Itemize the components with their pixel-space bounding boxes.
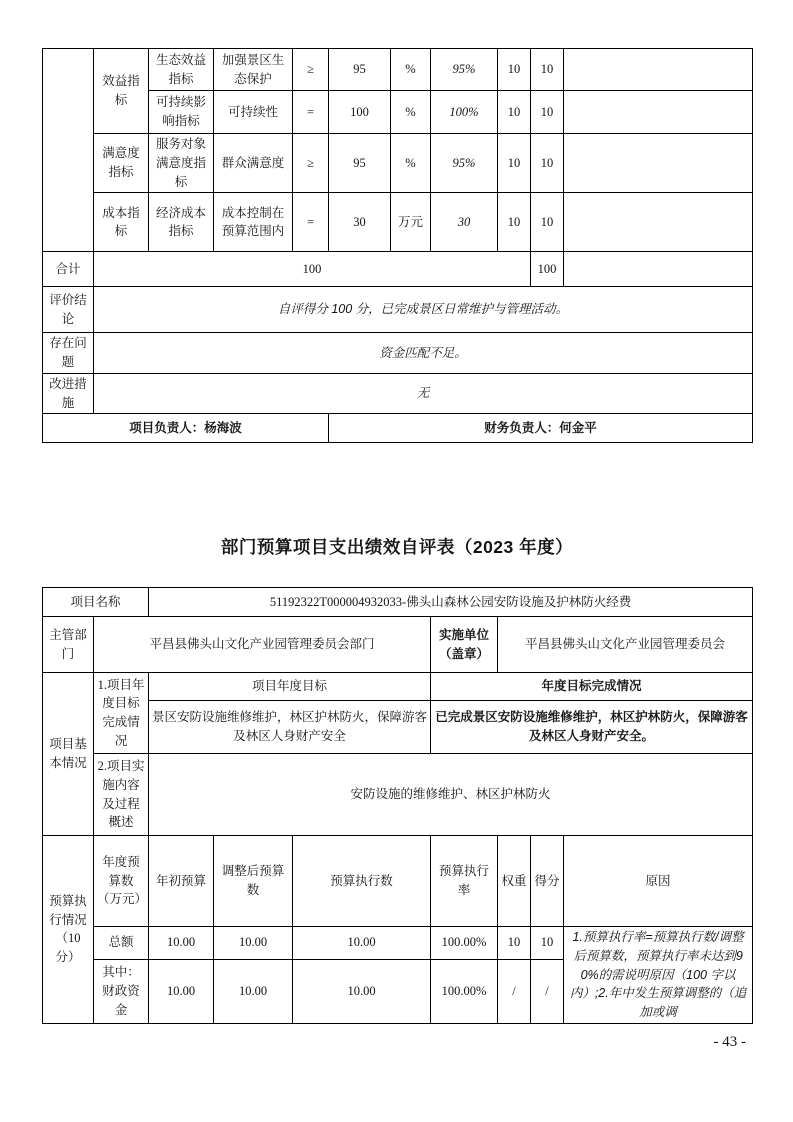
rate-value: 100.00% — [431, 927, 498, 960]
unit: % — [391, 134, 431, 193]
sub-indicator: 可持续影响指标 — [149, 91, 214, 134]
target-value: 30 — [329, 193, 391, 252]
empty-cell — [564, 252, 753, 287]
improvements-label: 改进措施 — [43, 373, 94, 414]
table-row — [43, 414, 753, 443]
impl-unit-label: 实施单位（盖章） — [431, 617, 498, 673]
problems-text: 资金匹配不足。 — [94, 333, 753, 374]
score-header: 得分 — [531, 836, 564, 927]
rate-header: 预算执行率 — [431, 836, 498, 927]
table-row — [43, 673, 753, 701]
total-label: 合计 — [43, 252, 94, 287]
weight-value: / — [498, 959, 531, 1023]
conclusion-label: 评价结论 — [43, 287, 94, 333]
table-row — [43, 193, 753, 252]
department-label: 主管部门 — [43, 617, 94, 673]
indicator-category: 效益指标 — [94, 49, 149, 134]
table-row — [43, 49, 753, 91]
page-title: 部门预算项目支出绩效自评表（2023 年度） — [220, 537, 574, 557]
impl-unit-value: 平昌县佛头山文化产业园管理委员会 — [498, 617, 753, 673]
weight: 10 — [498, 134, 531, 193]
table-row — [43, 373, 753, 414]
rate-value: 100.00% — [431, 959, 498, 1023]
total-weight: 100 — [94, 252, 531, 287]
empty-cell — [564, 193, 753, 252]
table-row — [43, 252, 753, 287]
completion-text: 已完成景区安防设施维修维护，林区护林防火，保障游客及林区人身财产安全。 — [431, 701, 753, 754]
score: 10 — [531, 91, 564, 134]
project-lead-signer: 项目负责人：杨海波 — [43, 414, 329, 443]
row-label: 总额 — [94, 927, 149, 960]
initial-budget-header: 年初预算 — [149, 836, 214, 927]
actual-value: 30 — [431, 193, 498, 252]
actual-value: 100% — [431, 91, 498, 134]
unit: % — [391, 49, 431, 91]
indicator-name: 可持续性 — [214, 91, 293, 134]
sub-indicator: 经济成本指标 — [149, 193, 214, 252]
table-row — [43, 617, 753, 673]
budget-col-header: 年度预算数（万元） — [94, 836, 149, 927]
executed-value: 10.00 — [293, 927, 431, 960]
impl-section-label: 2.项目实施内容及过程概述 — [94, 754, 149, 836]
operator: = — [293, 91, 329, 134]
table-row — [43, 927, 753, 960]
table-row — [43, 333, 753, 374]
weight: 10 — [498, 193, 531, 252]
total-score: 100 — [531, 252, 564, 287]
unit: 万元 — [391, 193, 431, 252]
score-value: / — [531, 959, 564, 1023]
performance-eval-table — [42, 48, 753, 443]
unit: % — [391, 91, 431, 134]
budget-self-eval-table — [42, 587, 753, 1024]
row-label: 其中：财政资金 — [94, 959, 149, 1023]
weight-value: 10 — [498, 927, 531, 960]
score: 10 — [531, 49, 564, 91]
goal-header: 项目年度目标 — [149, 673, 431, 701]
actual-value: 95% — [431, 134, 498, 193]
indicator-category: 满意度指标 — [94, 134, 149, 193]
basic-info-label: 项目基本情况 — [43, 673, 94, 836]
goal-text: 景区安防设施维修维护，林区护林防火，保障游客及林区人身财产安全 — [149, 701, 431, 754]
conclusion-text: 自评得分 100 分，已完成景区日常维护与管理活动。 — [94, 287, 753, 333]
project-name-label: 项目名称 — [43, 588, 149, 617]
reason-text: 1.预算执行率=预算执行数/调整后预算数，预算执行率未达到90%的需说明原因（100 字以内）;2.年中发生预算调整的（追加或调 — [564, 927, 753, 1024]
actual-value: 95% — [431, 49, 498, 91]
table-row — [43, 134, 753, 193]
sub-indicator: 服务对象满意度指标 — [149, 134, 214, 193]
weight: 10 — [498, 91, 531, 134]
sub-indicator: 生态效益指标 — [149, 49, 214, 91]
table-row — [43, 754, 753, 836]
target-value: 95 — [329, 49, 391, 91]
empty-cell — [43, 49, 94, 252]
table-row — [43, 287, 753, 333]
operator: ≥ — [293, 49, 329, 91]
execution-section-label: 预算执行情况（10 分） — [43, 836, 94, 1024]
goal-section-label: 1.项目年度目标完成情况 — [94, 673, 149, 754]
empty-cell — [564, 91, 753, 134]
target-value: 100 — [329, 91, 391, 134]
indicator-name: 群众满意度 — [214, 134, 293, 193]
department-value: 平昌县佛头山文化产业园管理委员会部门 — [94, 617, 431, 673]
indicator-category: 成本指标 — [94, 193, 149, 252]
reason-header: 原因 — [564, 836, 753, 927]
empty-cell — [564, 134, 753, 193]
table-row — [43, 701, 753, 754]
adjusted-budget-value: 10.00 — [214, 927, 293, 960]
executed-header: 预算执行数 — [293, 836, 431, 927]
problems-label: 存在问题 — [43, 333, 94, 374]
project-name-value: 51192322T000004932033-佛头山森林公园安防设施及护林防火经费 — [149, 588, 753, 617]
weight-header: 权重 — [498, 836, 531, 927]
table-row — [43, 836, 753, 927]
page-number: - 43 - — [713, 1034, 746, 1050]
table-row — [43, 588, 753, 617]
indicator-name: 加强景区生态保护 — [214, 49, 293, 91]
score-value: 10 — [531, 927, 564, 960]
initial-budget-value: 10.00 — [149, 959, 214, 1023]
completion-header: 年度目标完成情况 — [431, 673, 753, 701]
executed-value: 10.00 — [293, 959, 431, 1023]
impl-section-text: 安防设施的维修维护、林区护林防火 — [149, 754, 753, 836]
weight: 10 — [498, 49, 531, 91]
operator: ≥ — [293, 134, 329, 193]
score: 10 — [531, 193, 564, 252]
target-value: 95 — [329, 134, 391, 193]
improvements-text: 无 — [94, 373, 753, 414]
adjusted-budget-header: 调整后预算数 — [214, 836, 293, 927]
initial-budget-value: 10.00 — [149, 927, 214, 960]
score: 10 — [531, 134, 564, 193]
adjusted-budget-value: 10.00 — [214, 959, 293, 1023]
finance-lead-signer: 财务负责人：何金平 — [329, 414, 753, 443]
table-row — [43, 91, 753, 134]
indicator-name: 成本控制在预算范围内 — [214, 193, 293, 252]
operator: = — [293, 193, 329, 252]
empty-cell — [564, 49, 753, 91]
